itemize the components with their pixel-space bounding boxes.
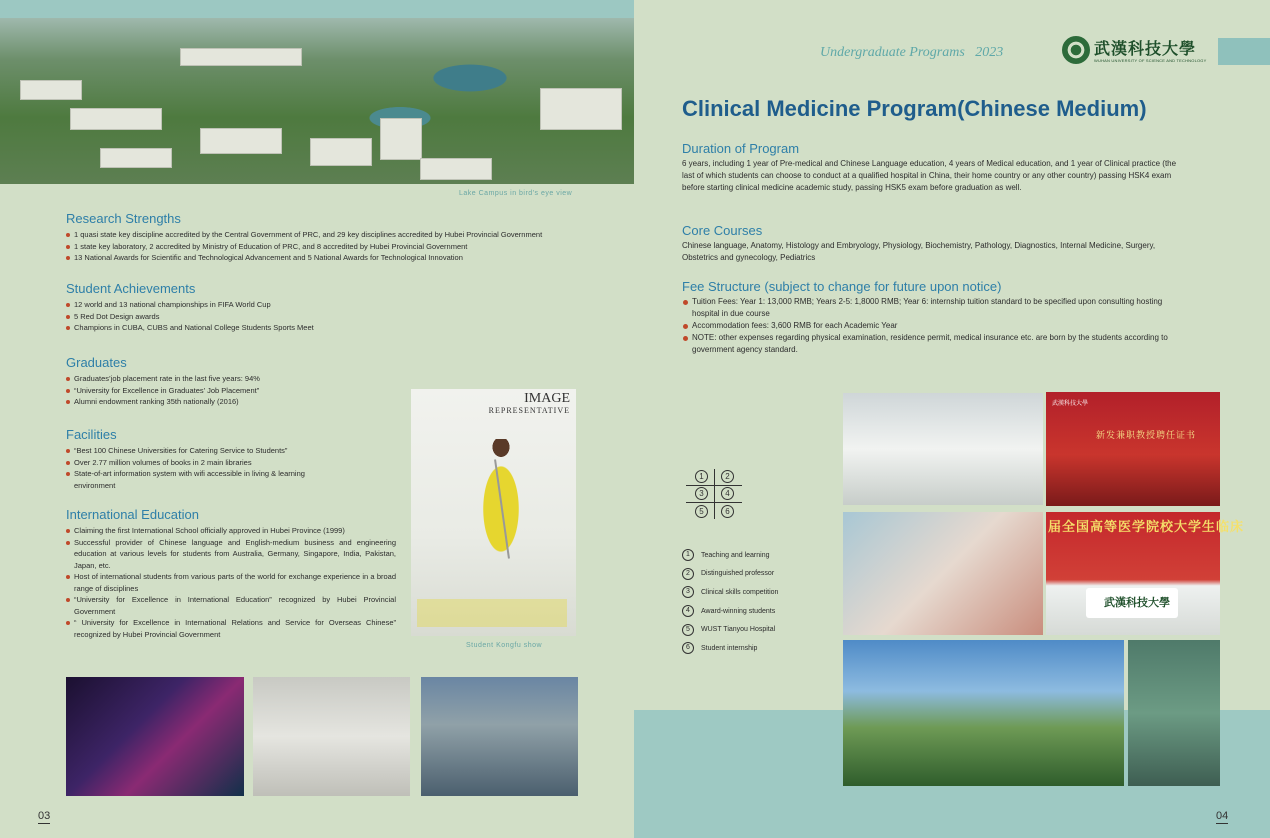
student-achievements-section (66, 281, 586, 334)
section-text: Chinese language, Anatomy, Histology and Embryology, Physiology, Biochemistry, Pathology, Diagnostics, Internal Medicine, Surgery, Obstetrics and gynecology, Pediatrics (682, 241, 1156, 262)
diagram-number: 4 (721, 487, 734, 500)
core-courses-section (682, 223, 1187, 264)
section-title: Graduates (66, 355, 127, 370)
legend-number: 5 (682, 624, 694, 636)
legend-label: Award-winning students (701, 607, 776, 615)
section-title: International Education (66, 507, 199, 522)
image-title: IMAGE (524, 391, 570, 406)
legend-number: 2 (682, 568, 694, 580)
diagram-number: 2 (721, 470, 734, 483)
legend-number: 6 (682, 642, 694, 654)
bullet-item: 1 state key laboratory, 2 accredited by Ministry of Education of PRC, and 8 accredited by Hubei Provincial Government (66, 241, 586, 253)
teaching-learning-photo (843, 393, 1043, 505)
header-teal-tab (1218, 38, 1270, 65)
clinical-skills-photo (843, 512, 1043, 635)
certificate-title: 新发兼职教授聘任证书 (1096, 430, 1197, 440)
flag-text: 武漢科技大學 (1104, 597, 1170, 609)
logo-english: WUHAN UNIVERSITY OF SCIENCE AND TECHNOLOGY (1094, 58, 1207, 63)
bullet-item: “University for Excellence in International Education” recognized by Hubei Provincial Government (66, 594, 396, 617)
legend-item (682, 620, 778, 639)
diagram-line (686, 502, 742, 503)
header-program-year: Undergraduate Programs 2023 (820, 45, 1004, 60)
group-photo-building (421, 677, 578, 796)
kongfu-photo (411, 389, 576, 636)
bullet-item: Over 2.77 million volumes of books in 2 main libraries (66, 457, 346, 469)
legend-number: 4 (682, 605, 694, 617)
campus-building (20, 80, 82, 100)
legend-label: Distinguished professor (701, 570, 775, 578)
wust-tianyou-hospital-photo (843, 640, 1124, 786)
campus-building (420, 158, 492, 180)
page-number-left: 03 (38, 810, 51, 822)
campus-caption: Lake Campus in bird's eye view (459, 190, 573, 197)
diagram-number: 5 (695, 505, 708, 518)
legend-number: 3 (682, 586, 694, 598)
photo-header-text: 武漢科技大學 (1052, 401, 1089, 407)
campus-building (310, 138, 372, 166)
kongfu-caption: Student Kongfu show (466, 642, 543, 649)
bullet-item: Champions in CUBA, CUBS and National College Students Sports Meet (66, 322, 586, 334)
bullet-item: 13 National Awards for Scientific and Technological Advancement and 5 National Awards for Technological Innovation (66, 252, 586, 264)
facilities-section (66, 427, 346, 491)
bullet-item: 5 Red Dot Design awards (66, 311, 586, 323)
bullet-item: “ University for Excellence in International Relations and Service for Overseas Chinese” recognized by Hubei Provincial Government (66, 617, 396, 640)
legend-item (682, 546, 778, 565)
diagram-number: 1 (695, 470, 708, 483)
bullet-item: Successful provider of Chinese language and English-medium business and engineering education at various levels for students from Australia, Germany, Singapore, India, Pakistan, Japan, etc. (66, 537, 396, 572)
distinguished-professor-photo (1046, 392, 1220, 506)
award-winning-students-photo (1046, 512, 1245, 635)
bullet-item: State-of-art information system with wifi accessible in living & learning environment (66, 468, 346, 491)
image-subtitle: REPRESENTATIVE (488, 406, 570, 415)
stage-performance-photo (66, 677, 244, 796)
campus-aerial-photo (0, 18, 636, 184)
legend-item (682, 583, 778, 602)
section-title: Core Courses (682, 223, 763, 238)
section-title: Fee Structure (subject to change for future upon notice) (682, 279, 1002, 294)
sword-icon (494, 459, 510, 558)
bullet-item: Claiming the first International School officially approved in Hubei Province (1999) (66, 525, 396, 537)
bullet-item: NOTE: other expenses regarding physical examination, residence permit, medical insurance etc. are born by the students according to government agency standard. (682, 332, 1187, 356)
bullet-item: Host of international students from various parts of the world for exchange experience in a broad range of disciplines (66, 571, 396, 594)
international-education-section (66, 507, 396, 640)
legend-label: Student internship (701, 644, 758, 652)
section-title: Facilities (66, 427, 117, 442)
university-seal-icon (1062, 36, 1090, 64)
legend-label: Teaching and learning (701, 551, 770, 559)
legend-item (682, 639, 778, 658)
bullet-item: 1 quasi state key discipline accredited by the Central Government of PRC, and 29 key disciplines accredited by Hubei Provincial Government (66, 229, 586, 241)
campus-building (200, 128, 282, 154)
campus-building (100, 148, 172, 168)
bullet-item: Graduates’job placement rate in the last five years: 94% (66, 373, 396, 385)
bullet-item: 12 world and 13 national championships in FIFA World Cup (66, 299, 586, 311)
legend-item (682, 602, 778, 621)
section-text: 6 years, including 1 year of Pre-medical and Chinese Language education, 4 years of Medical education, and 1 year of Clinical practice (the last of which students can choose to conduct at a qualified hospital in China, their home country or any other country) passing HSK4 exam before starting clinical medicine academic study, passing HSK5 exam before graduation as well. (682, 159, 1177, 192)
photo-banner-text: 届全国高等医学院校大学生临床 (1048, 519, 1245, 534)
diagram-number: 6 (721, 505, 734, 518)
logo-chinese: 武漢科技大學 (1094, 41, 1197, 58)
photo-layout-diagram (686, 469, 742, 519)
diagram-line (686, 485, 742, 486)
photo-legend (682, 546, 778, 658)
bullet-item: “Best 100 Chinese Universities for Catering Service to Students” (66, 445, 346, 457)
diagram-number: 3 (695, 487, 708, 500)
bullet-item: “University for Excellence in Graduates’ Job Placement” (66, 385, 396, 397)
right-page (634, 0, 1270, 838)
bullet-item: Tuition Fees: Year 1: 13,000 RMB; Years 2-5: 1,8000 RMB; Year 6: internship tuition standard to be specified upon consulting hosting hospital in due course (682, 296, 1187, 320)
page-title: Clinical Medicine Program(Chinese Medium) (682, 96, 1147, 121)
bullet-item: Alumni endowment ranking 35th nationally (2016) (66, 396, 396, 408)
section-title: Student Achievements (66, 281, 196, 296)
legend-number: 1 (682, 549, 694, 561)
section-title: Research Strengths (66, 211, 181, 226)
campus-building (380, 118, 422, 160)
campus-building (70, 108, 162, 130)
fee-structure-section (682, 279, 1187, 356)
student-internship-photo (1128, 640, 1220, 786)
diagram-line (714, 469, 715, 519)
image-banner (417, 599, 567, 627)
research-strengths-section (66, 211, 586, 264)
legend-item (682, 565, 778, 584)
campus-building (540, 88, 622, 130)
graduates-section (66, 355, 396, 408)
section-title: Duration of Program (682, 141, 800, 156)
kongfu-performer (471, 439, 531, 579)
duration-section (682, 141, 1187, 194)
legend-label: Clinical skills competition (701, 588, 779, 596)
university-logo (1062, 36, 1207, 66)
top-teal-strip (0, 0, 634, 18)
campus-building (180, 48, 302, 66)
bullet-item: Accommodation fees: 3,600 RMB for each Academic Year (682, 320, 1187, 332)
left-page (0, 0, 634, 838)
page-number-right: 04 (1216, 810, 1229, 822)
legend-label: WUST Tianyou Hospital (701, 626, 776, 634)
lab-coat-group-photo (253, 677, 410, 796)
